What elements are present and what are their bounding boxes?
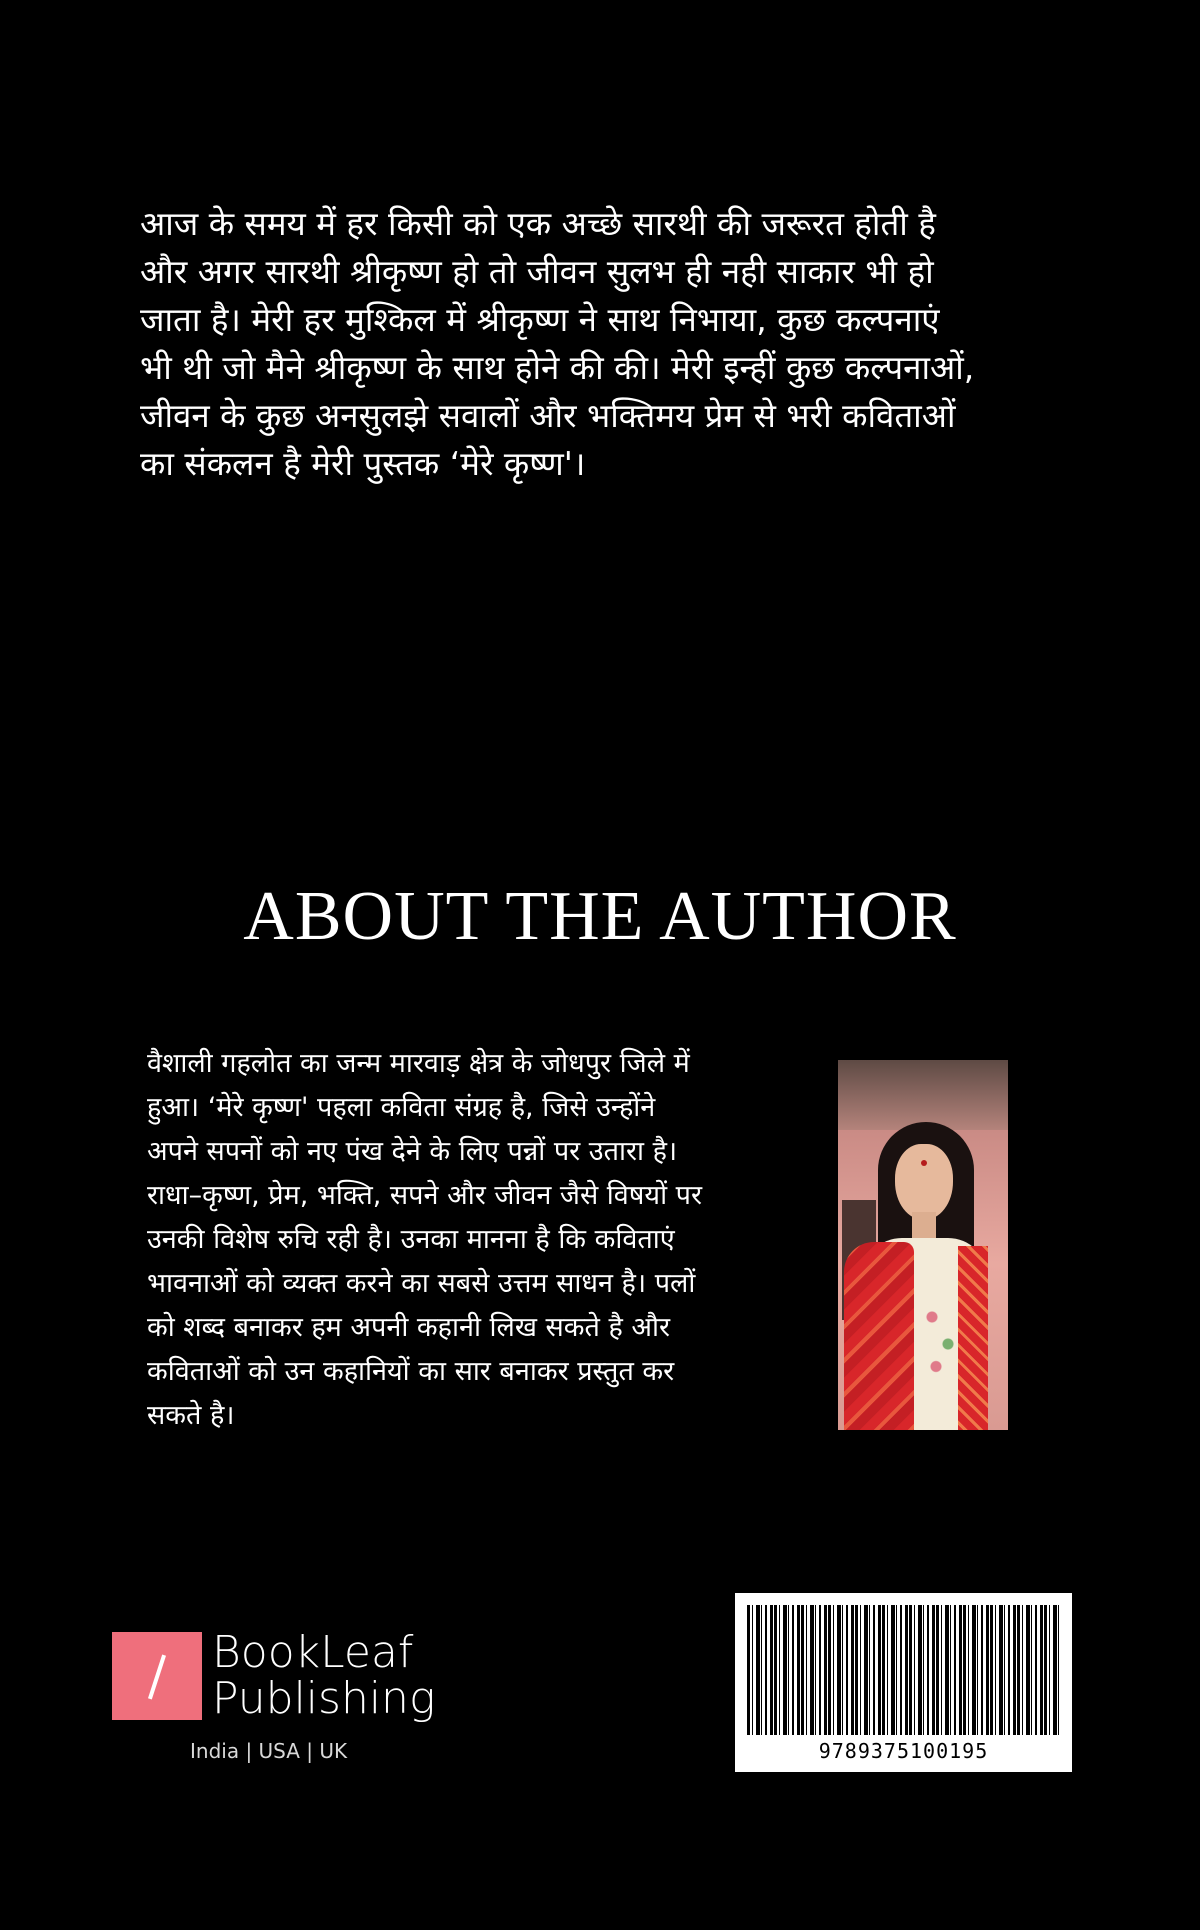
author-photo: [838, 1060, 1008, 1430]
photo-face: [895, 1144, 953, 1220]
barcode-icon: [747, 1605, 1060, 1735]
about-author-heading: ABOUT THE AUTHOR: [243, 878, 957, 955]
publisher-logo: [112, 1627, 452, 1770]
slash-icon: [148, 1655, 166, 1700]
publisher-name-line2: Publishing: [212, 1673, 436, 1724]
photo-background: [838, 1060, 1008, 1130]
photo-dupatta: [844, 1242, 914, 1430]
author-bio: वैशाली गहलोत का जन्म मारवाड़ क्षेत्र के जोधपुर जिले में हुआ। ‘मेरे कृष्ण' पहला कविता संग्रह है, जिसे उन्होंने अपने सपनों को नए पंख देने के लिए पन्नों पर उतारा है। राधा–कृष्ण, प्रेम, भक्ति, सपने और जीवन जैसे विषयों पर उनकी विशेष रुचि रही है। उनका मानना है कि कविताएं भावनाओं को व्यक्त करने का सबसे उत्तम साधन है। पलों को शब्द बनाकर हम अपनी कहानी लिख सकते है और कविताओं को उन कहानियों का सार बनाकर प्रस्तुत कर सकते है।: [147, 1048, 703, 1431]
photo-dupatta-right: [958, 1246, 988, 1430]
publisher-logo-mark-icon: [112, 1632, 202, 1720]
publisher-regions: India | USA | UK: [190, 1739, 348, 1763]
isbn-barcode: [735, 1593, 1072, 1772]
publisher-name-line1: BookLeaf: [212, 1627, 414, 1678]
isbn-number: 9789375100195: [818, 1739, 989, 1763]
photo-embroidery: [920, 1290, 960, 1380]
back-cover-blurb: आज के समय में हर किसी को एक अच्छे सारथी की जरूरत होती है और अगर सारथी श्रीकृष्ण हो तो जीवन सुलभ ही नही साकार भी हो जाता है। मेरी हर मुश्किल में श्रीकृष्ण ने साथ निभाया, कुछ कल्पनाएं भी थी जो मैने श्रीकृष्ण के साथ होने की की। मेरी इन्हीं कुछ कल्पनाओं, जीवन के कुछ अनसुलझे सवालों और भक्तिमय प्रेम से भरी कविताओं का संकलन है मेरी पुस्तक ‘मेरे कृष्ण'।: [140, 204, 975, 483]
photo-bindi: [921, 1160, 927, 1166]
